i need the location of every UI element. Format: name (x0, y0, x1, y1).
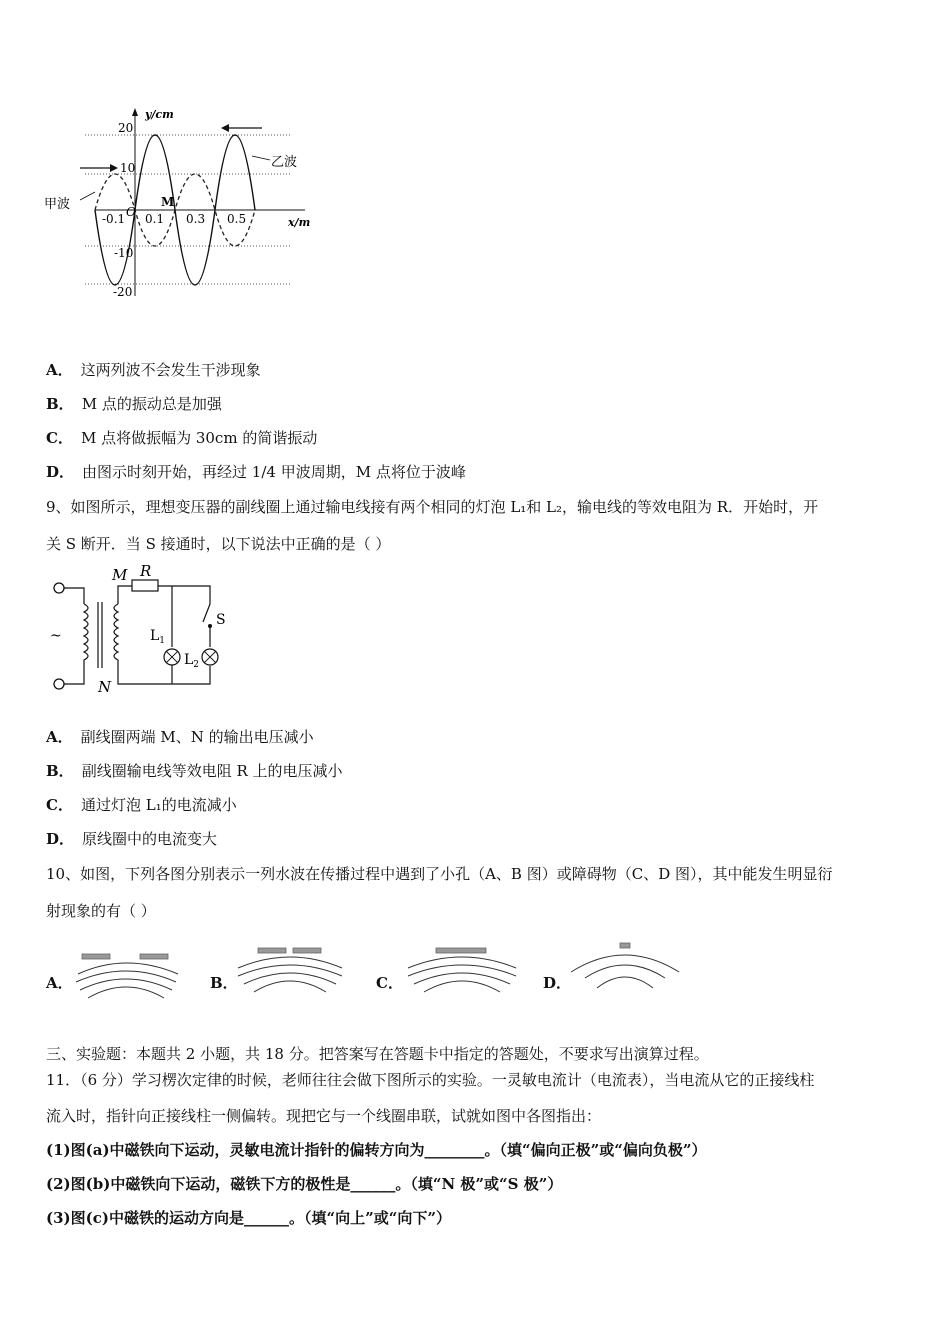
option-label: C． (46, 796, 73, 814)
label-l2-main: L (184, 652, 194, 668)
q9-option-b (46, 761, 343, 781)
secondary-wire-top (118, 586, 132, 604)
option-text: 这两列波不会发生干涉现象 (80, 361, 261, 379)
wave-a-label: 甲波 (44, 197, 71, 212)
wavefront-2 (76, 971, 176, 982)
wavefront-2 (238, 965, 342, 976)
y-tick-neg20: -20 (113, 285, 133, 299)
terminal-bottom (54, 679, 64, 689)
q10-option-d-label: D． (543, 974, 572, 992)
q11-stem-line2: 流入时，指针向正接线柱一侧偏转。现把它与一个线圈串联，试就如图中各图指出： (46, 1107, 602, 1125)
x-tick-01: 0.1 (145, 212, 165, 226)
q9-option-d (46, 829, 217, 849)
point-m-label: M (161, 195, 175, 209)
wavefront-3 (244, 973, 336, 984)
option-text: 通过灯泡 L₁的电流减小 (80, 796, 237, 814)
option-label: D． (46, 463, 75, 481)
wave-figure (40, 100, 330, 310)
q10-diagram-c (400, 942, 525, 1000)
label-s: S (216, 612, 226, 628)
barrier-right (140, 954, 168, 959)
primary-coil (84, 604, 88, 666)
wavefront-4 (424, 981, 500, 992)
q8-option-d (46, 462, 466, 482)
q10-option-b-label: B． (210, 974, 238, 992)
label-l1-main: L (150, 628, 160, 644)
q10-option-c-label: C． (376, 974, 403, 992)
circuit-diagram (44, 560, 244, 700)
small-obstacle (620, 943, 630, 948)
wavefront-3 (597, 977, 653, 988)
origin-label: O (126, 205, 136, 219)
option-text: 由图示时刻开始，再经过 1/4 甲波周期，M 点将位于波峰 (82, 463, 466, 481)
wave-b-label: 乙波 (271, 155, 298, 170)
label-m: M (112, 566, 128, 584)
y-tick-20: 20 (118, 121, 134, 135)
wavefront-1 (238, 957, 342, 968)
secondary-coil (114, 604, 118, 666)
q11-stem-line1: 11．（6 分）学习楞次定律的时候，老师往往会做下图所示的实验。一灵敏电流计（电流表），当电流从它的正接线柱 (46, 1071, 815, 1089)
q9-stem-line2: 关 S 断开．当 S 接通时，以下说法中正确的是（ ） (46, 535, 391, 553)
section3-heading: 三、实验题：本题共 2 小题，共 18 分。把答案写在答题卡中指定的答题处，不要求写出演算过程。 (46, 1045, 709, 1063)
option-label: B． (46, 762, 74, 780)
option-text: M 点的振动总是加强 (81, 395, 222, 413)
primary-wire-bottom (64, 666, 84, 684)
q10-diagram-a (70, 948, 185, 1006)
option-text: 副线圈输电线等效电阻 R 上的电压减小 (81, 762, 343, 780)
terminal-top (54, 583, 64, 593)
wavefront-2 (585, 965, 665, 978)
wavefront-1 (571, 955, 679, 972)
primary-wire-top (64, 588, 84, 604)
wave-b-arrowhead (221, 124, 229, 132)
barrier-left (82, 954, 110, 959)
x-tick-neg01: -0.1 (102, 212, 126, 226)
y-axis-label: y/cm (145, 108, 174, 121)
label-l1 (150, 628, 165, 646)
q11-sub1: (1)图(a)中磁铁向下运动，灵敏电流计指针的偏转方向为________。（填“偏向正极”或“偏向负极”） (46, 1141, 707, 1159)
wire-top-right (158, 586, 210, 604)
label-l1-sub: 1 (159, 636, 166, 646)
q11-sub3: (3)图(c)中磁铁的运动方向是______。（填“向上”或“向下”） (46, 1209, 451, 1227)
option-label: B． (46, 395, 74, 413)
q8-option-c (46, 428, 317, 448)
obstacle (436, 948, 486, 953)
y-axis-arrow (132, 108, 138, 116)
wavefront-3 (80, 979, 172, 990)
wavefront-3 (414, 973, 510, 984)
q9-stem-line1: 9、如图所示，理想变压器的副线圈上通过输电线接有两个相同的灯泡 L₁和 L₂，输电线的等效电阻为 R．开始时，开 (46, 498, 819, 516)
option-label: D． (46, 830, 75, 848)
wavefront-4 (88, 987, 164, 998)
option-label: C． (46, 429, 73, 447)
q9-option-c (46, 795, 237, 815)
q10-diagram-b (230, 942, 350, 1000)
y-tick-10: 10 (120, 161, 136, 175)
wavefront-1 (78, 963, 178, 974)
label-r: R (140, 562, 152, 580)
switch-s (203, 604, 210, 622)
q9-option-a (46, 727, 314, 747)
q8-option-b (46, 394, 222, 414)
x-axis-label: x/m (288, 216, 311, 229)
x-tick-05: 0.5 (227, 212, 247, 226)
wavefront-4 (254, 981, 326, 992)
q10-stem-line1: 10、如图，下列各图分别表示一列水波在传播过程中遇到了小孔（A、B 图）或障碍物（C、D 图），其中能发生明显衍 (46, 865, 833, 883)
q10-stem-line2: 射现象的有（ ） (46, 902, 156, 920)
label-n: N (98, 678, 112, 696)
wavefront-1 (408, 957, 516, 968)
wave-a-arrowhead (110, 164, 118, 172)
label-l2 (184, 652, 199, 670)
y-tick-neg10: -10 (114, 246, 134, 260)
option-label: A． (46, 728, 73, 746)
option-text: 原线圈中的电流变大 (82, 830, 218, 848)
barrier-right (293, 948, 321, 953)
ac-source-symbol: ~ (50, 628, 62, 644)
x-tick-03: 0.3 (186, 212, 206, 226)
barrier-left (258, 948, 286, 953)
label-l2-sub: 2 (193, 660, 200, 670)
option-label: A． (46, 361, 73, 379)
option-text: M 点将做振幅为 30cm 的简谐振动 (80, 429, 318, 447)
wavefront-2 (408, 965, 516, 976)
q11-sub2: (2)图(b)中磁铁向下运动，磁铁下方的极性是______。（填“N 极”或“S 极”） (46, 1175, 563, 1193)
q10-option-a-label: A． (46, 974, 73, 992)
wave-b-leader (252, 156, 270, 160)
resistor-r (132, 580, 158, 591)
wave-a-leader (80, 192, 95, 200)
q10-diagram-d (565, 938, 685, 996)
q8-option-a (46, 360, 261, 380)
option-text: 副线圈两端 M、N 的输出电压减小 (80, 728, 314, 746)
